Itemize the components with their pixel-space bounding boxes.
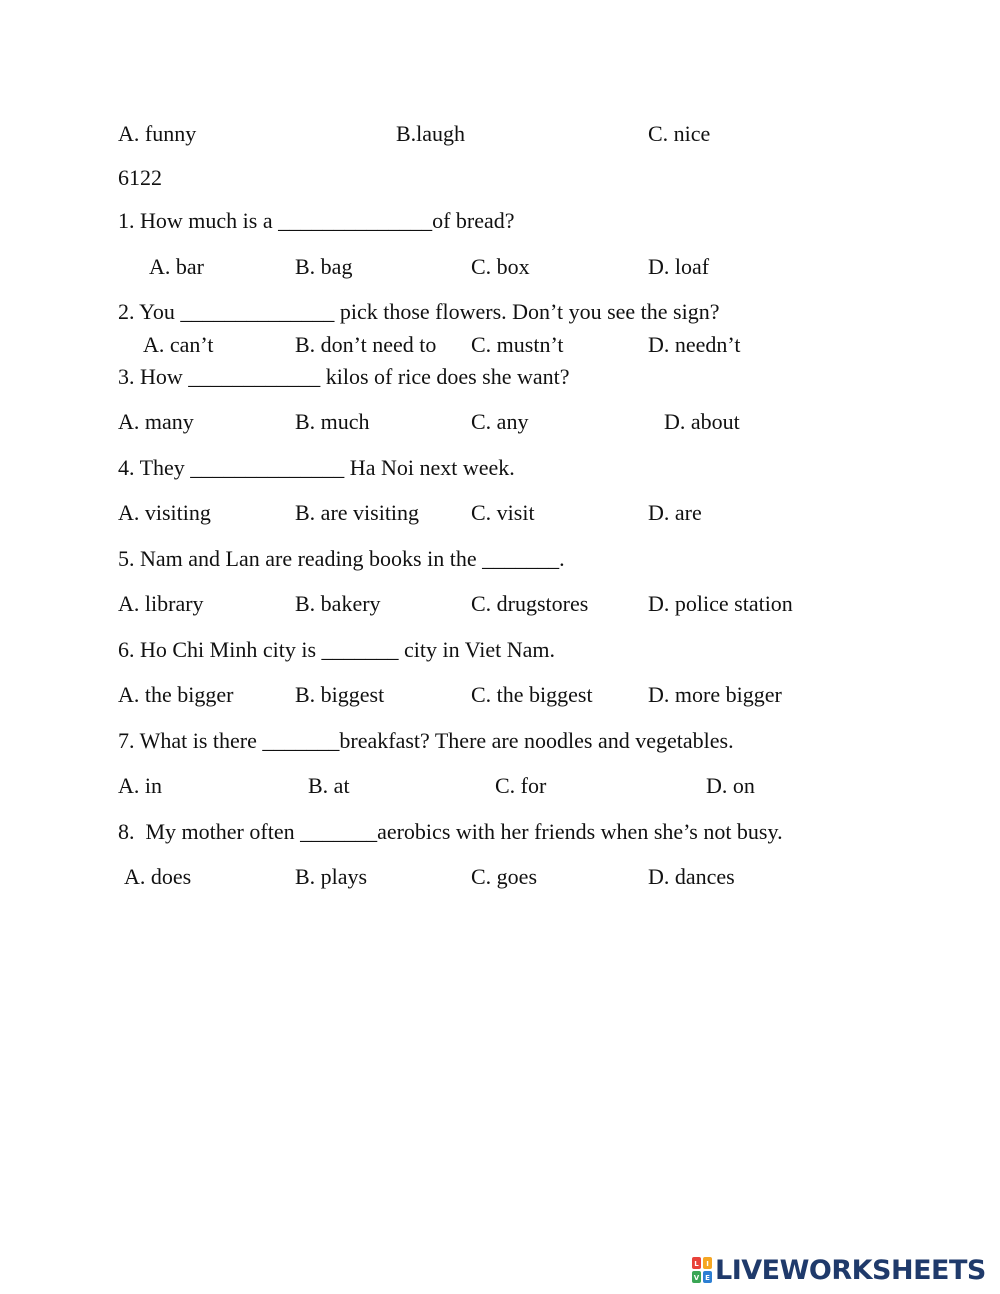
q7-option-b: B. at xyxy=(308,773,350,798)
q4-option-d: D. are xyxy=(648,500,702,525)
q1-option-c: C. box xyxy=(471,254,530,279)
q7-option-c: C. for xyxy=(495,773,547,798)
q8-option-a: A. does xyxy=(124,864,192,889)
question-6: 6. Ho Chi Minh city is _______ city in Viet Nam. xyxy=(118,637,556,662)
q7-option-d: D. on xyxy=(706,773,755,798)
svg-text:L: L xyxy=(694,1260,699,1268)
q4-option-a: A. visiting xyxy=(118,500,211,525)
q3-option-d: D. about xyxy=(664,409,740,434)
q8-option-c: C. goes xyxy=(471,864,537,889)
q4-option-b: B. are visiting xyxy=(295,500,420,525)
q2-option-b: B. don’t need to xyxy=(295,332,437,357)
q1-option-a: A. bar xyxy=(149,254,204,279)
q5-option-d: D. police station xyxy=(648,591,793,616)
question-8: 8. My mother often _______aerobics with her friends when she’s not busy. xyxy=(118,819,783,844)
liveworksheets-logo-icon xyxy=(692,1257,712,1283)
liveworksheets-logo-text: LIVEWORKSHEETS xyxy=(715,1254,986,1286)
prev-option-b: B.laugh xyxy=(396,121,466,146)
question-5: 5. Nam and Lan are reading books in the _______. xyxy=(118,546,565,571)
q8-option-d: D. dances xyxy=(648,864,735,889)
q3-option-a: A. many xyxy=(118,409,194,434)
q6-option-d: D. more bigger xyxy=(648,682,782,707)
q7-option-a: A. in xyxy=(118,773,162,798)
question-3: 3. How ____________ kilos of rice does she want? xyxy=(118,364,570,389)
q5-option-a: A. library xyxy=(118,591,204,616)
question-7: 7. What is there _______breakfast? There are noodles and vegetables. xyxy=(118,728,734,753)
q2-option-c: C. mustn’t xyxy=(471,332,564,357)
prev-option-a: A. funny xyxy=(118,121,197,146)
question-4: 4. They ______________ Ha Noi next week. xyxy=(118,455,515,480)
q1-option-d: D. loaf xyxy=(648,254,710,279)
q6-option-c: C. the biggest xyxy=(471,682,593,707)
svg-text:E: E xyxy=(705,1274,710,1282)
q6-option-a: A. the bigger xyxy=(118,682,234,707)
q8-option-b: B. plays xyxy=(295,864,368,889)
q6-option-b: B. biggest xyxy=(295,682,385,707)
worksheet-code: 6122 xyxy=(118,165,162,190)
prev-option-c: C. nice xyxy=(648,121,711,146)
q3-option-c: C. any xyxy=(471,409,529,434)
question-2: 2. You ______________ pick those flowers. Don’t you see the sign? xyxy=(118,299,720,324)
svg-text:V: V xyxy=(693,1274,700,1282)
svg-text:I: I xyxy=(706,1260,709,1268)
q2-option-d: D. needn’t xyxy=(648,332,741,357)
liveworksheets-logo xyxy=(692,1254,986,1286)
q3-option-b: B. much xyxy=(295,409,370,434)
q2-option-a: A. can’t xyxy=(143,332,214,357)
q5-option-c: C. drugstores xyxy=(471,591,589,616)
q1-option-b: B. bag xyxy=(295,254,353,279)
q4-option-c: C. visit xyxy=(471,500,535,525)
question-1: 1. How much is a ______________of bread? xyxy=(118,208,515,233)
q5-option-b: B. bakery xyxy=(295,591,381,616)
